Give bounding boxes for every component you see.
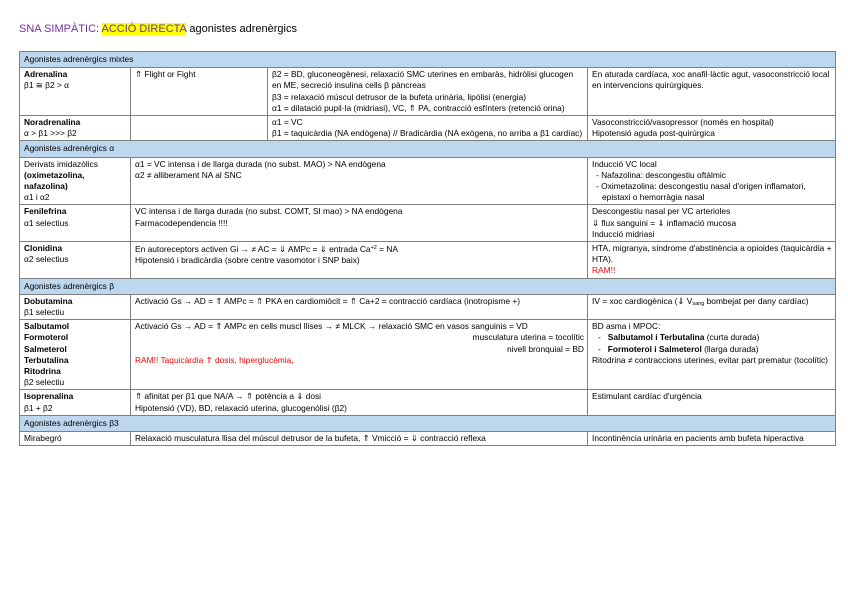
- mechanism-line: En autoreceptors activen Gi → ≠ AC = ⇓ AMPc = ⇓ entrada $Ca^{+2}$ = NA: [135, 244, 399, 255]
- drug-cell: [20, 242, 131, 279]
- list-item: - Formoterol i Salmeterol (llarga durada): [598, 343, 759, 354]
- list-item: - Oximetazolina: descongestiu nasal d'origen inflamatori, epistaxi o hemorràgia nasal: [596, 181, 806, 203]
- mechanism-line: α2 ≠ alliberament NA al SNC: [135, 169, 242, 180]
- drug-name: Mirabegró: [24, 433, 62, 444]
- drug-row-mirabegro: [20, 432, 836, 446]
- mechanism-line: Relaxació musculatura llisa del múscul detrusor de la bufeta, ⇑ Vmicció = ⇓ contracció reflexa: [135, 433, 486, 444]
- drug-selectivity: α1 i α2: [24, 192, 50, 203]
- drug-selectivity: α > β1 >>> β2: [24, 128, 77, 139]
- drug-cell: [20, 294, 131, 319]
- mechanism-line: α1 = dilatació pupil·la (midriasi), VC, ⇑ PA, contracció esfínters (retenció orina): [272, 102, 565, 113]
- use-cell: [588, 390, 836, 415]
- use-line: Hipotensió aguda post-quirúrgica: [592, 128, 715, 139]
- drug-row-dobutamina: [20, 294, 836, 319]
- section-header: Agonistes adrenèrgics β3: [20, 415, 836, 431]
- note-cell: [131, 116, 268, 141]
- drug-selectivity: β1 ≅ β2 > α: [24, 80, 70, 91]
- drug-row-clonidina: [20, 242, 836, 279]
- use-cell: [588, 294, 836, 319]
- drug-name: Dobutamina: [24, 295, 73, 306]
- drug-name: Fenilefrina: [24, 206, 67, 217]
- mechanism-line: Hipotensió (VD), BD, relaxació uterina, glucogenòlisi (β2): [135, 402, 347, 413]
- section-row-mixed: [20, 52, 836, 68]
- drug-name: Terbutalina: [24, 354, 69, 365]
- mechanism-cell: [131, 205, 588, 242]
- use-text: Incontinència urinària en pacients amb bufeta hiperactiva: [592, 433, 804, 444]
- use-cell: [588, 432, 836, 446]
- mechanism-cell: [131, 390, 588, 415]
- mechanism-line: α1 = VC: [272, 117, 303, 128]
- section-row-beta3: [20, 415, 836, 431]
- drug-name: Formoterol: [24, 332, 69, 343]
- list-item: - Salbutamol i Terbutalina (curta durada): [598, 332, 760, 343]
- use-line: Inducció midriasi: [592, 228, 655, 239]
- drug-cell: [20, 116, 131, 141]
- drug-row-salbutamol: [20, 320, 836, 390]
- use-cell: [588, 157, 836, 205]
- drug-name: Ritodrina: [24, 366, 61, 377]
- drug-name: Salmeterol: [24, 343, 67, 354]
- mechanism-cell: [268, 68, 588, 116]
- use-line: Ritodrina ≠ contraccions uterines, evitar part prematur (tocolític): [592, 354, 828, 365]
- mechanism-cell: [131, 294, 588, 319]
- mechanism-cell: [131, 242, 588, 279]
- use-text: HTA, migranya, síndrome d'abstinència a opioides (taquicàrdia + HTA).: [592, 243, 832, 265]
- mechanism-line: nivell bronquial = BD: [506, 343, 584, 354]
- drug-name: Isoprenalina: [24, 391, 74, 402]
- mechanism-line: β3 = relaxació múscul detrusor de la bufeta urinària, lipòlisi (energia): [272, 91, 527, 102]
- use-line: ⇓ flux sanguini = ⇓ inflamació mucosa: [592, 217, 737, 228]
- use-text-tail: bombejat per dany cardíac): [704, 295, 809, 306]
- warning-text: RAM!! Taquicàrdia ⇑ dosis, hiperglucèmia,: [135, 354, 294, 365]
- drug-name: Salbutamol: [24, 321, 70, 332]
- drug-cell: [20, 205, 131, 242]
- mechanism-line: musculatura uterina = tocolític: [472, 332, 584, 343]
- drug-note: ⇑ Flight or Fight: [135, 69, 196, 80]
- use-subscript: sang: [692, 300, 705, 307]
- drug-row-noradrenalina: [20, 116, 836, 141]
- drug-cell: [20, 68, 131, 116]
- drug-examples: (oximetazolina, nafazolina): [24, 169, 85, 192]
- drug-row-fenilefrina: [20, 205, 836, 242]
- drug-cell: [20, 390, 131, 415]
- warning-text: RAM!!: [592, 265, 616, 276]
- drug-table: [19, 51, 836, 446]
- mechanism-line: Activació Gs → AD = ⇑ AMPc en cells muscl llises → ≠ MLCK → relaxació SMC en vasos sanguinis = VD: [135, 321, 528, 332]
- drug-row-isoprenalina: [20, 390, 836, 415]
- use-cell: [588, 68, 836, 116]
- use-cell: [588, 320, 836, 390]
- drug-name: Adrenalina: [24, 69, 68, 80]
- use-title: Inducció VC local: [592, 158, 657, 169]
- drug-name: Noradrenalina: [24, 117, 81, 128]
- drug-selectivity: β1 + β2: [24, 402, 53, 413]
- use-title: BD asma i MPOC:: [592, 321, 661, 332]
- use-line: Descongestiu nasal per VC arterioles: [592, 206, 731, 217]
- mechanism-line: β2 = BD, gluconeogènesi, relaxació SMC uterines en embaràs, hidròlisi glucogen en ME, secreció insulina cells β pàncreas: [272, 69, 574, 91]
- use-line: Vasoconstricció/vasopressor (només en hospital): [592, 117, 774, 128]
- section-row-alpha: [20, 141, 836, 157]
- title-suffix: agonistes adrenèrgics: [189, 23, 297, 35]
- use-text: Estimulant cardíac d'urgència: [592, 391, 702, 402]
- mechanism-cell: [131, 157, 588, 205]
- mechanism-line: α1 = VC intensa i de llarga durada (no subst. MAO) > NA endògena: [135, 158, 386, 169]
- mechanism-line: Activació Gs → AD = ⇑ AMPc = ⇑ PKA en cardiomiòcit = ⇑ Ca+2 = contracció cardíaca (inotropisme +): [135, 295, 521, 306]
- mechanism-line: VC intensa i de llarga durada (no subst. COMT, SI mao) > NA endògena: [135, 206, 403, 217]
- mechanism-line: ⇑ afinitat per β1 que NA/A → ⇑ potència a ⇓ dosi: [135, 391, 322, 402]
- drug-cell: [20, 432, 131, 446]
- use-text: En aturada cardíaca, xoc anafil·làctic agut, vasoconstricció local en intervencions quirúrgiques.: [592, 69, 830, 91]
- section-row-beta: [20, 278, 836, 294]
- drug-name: Clonidina: [24, 243, 63, 254]
- drug-selectivity: β1 selectiu: [24, 307, 65, 318]
- use-list: [592, 332, 832, 354]
- mechanism-cell: [131, 320, 588, 390]
- drug-cell: [20, 320, 131, 390]
- drug-cell: [20, 157, 131, 205]
- mechanism-line: Hipotensió i bradicàrdia (sobre centre vasomotor i SNP baix): [135, 255, 360, 266]
- use-cell: [588, 116, 836, 141]
- section-header: Agonistes adrenèrgics β: [20, 278, 836, 294]
- use-list: [592, 170, 832, 204]
- drug-selectivity: β2 selectiu: [24, 377, 65, 388]
- drug-row-imidazol: [20, 157, 836, 205]
- section-header: Agonistes adrenèrgics α: [20, 141, 836, 157]
- page-title: [19, 22, 297, 36]
- drug-selectivity: α1 selectius: [24, 217, 69, 228]
- title-highlight: ACCIÓ DIRECTA: [101, 23, 187, 35]
- note-cell: [131, 68, 268, 116]
- use-cell: [588, 242, 836, 279]
- use-cell: [588, 205, 836, 242]
- section-header: Agonistes adrenèrgics mixtes: [20, 52, 836, 68]
- mechanism-cell: [268, 116, 588, 141]
- drug-row-adrenalina: [20, 68, 836, 116]
- mechanism-line: β1 = taquicàrdia (NA endògena) // Bradicàrdia (NA exògena, no arriba a β1 cardíac): [272, 128, 583, 139]
- drug-selectivity: α2 selectius: [24, 254, 69, 265]
- list-item: - Nafazolina: descongestiu oftàlmic: [596, 169, 726, 180]
- title-prefix: SNA SIMPÀTIC:: [19, 23, 100, 35]
- mechanism-cell: [131, 432, 588, 446]
- drug-name: Derivats imidazòlics: [24, 158, 98, 169]
- mechanism-line: Farmacodependencia !!!!: [135, 217, 228, 228]
- use-text: IV = xoc cardiogènica (⇓ V: [592, 295, 693, 306]
